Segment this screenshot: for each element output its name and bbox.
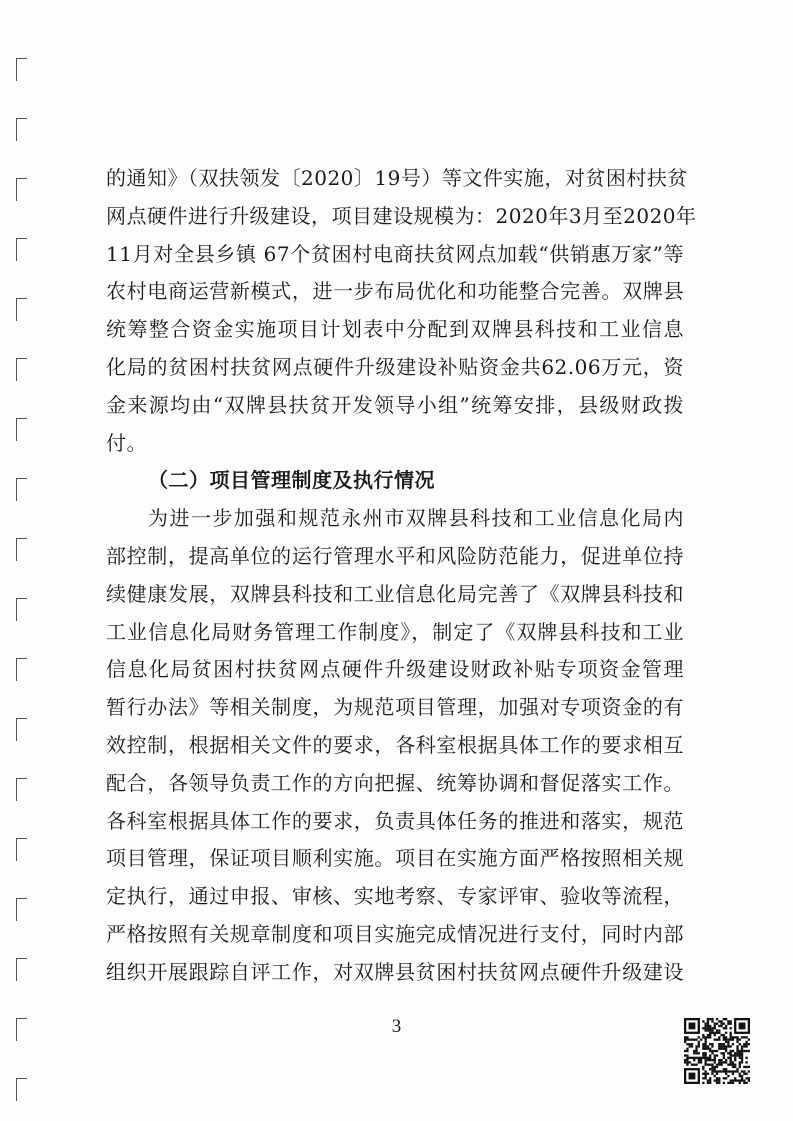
binding-mark — [16, 118, 27, 141]
binding-mark — [16, 778, 27, 801]
binding-mark — [16, 598, 27, 621]
text-line: 付。 — [106, 430, 147, 455]
section-heading: （二）项目管理制度及执行情况 — [148, 468, 435, 493]
text-line: 11月对全县乡镇 67个贫困村电商扶贫网点加载“供销惠万家”等 — [106, 241, 684, 266]
text-line: 信息化局贫困村扶贫网点硬件升级建设财政补贴专项资金管理 — [106, 657, 684, 682]
text-line: 配合，各领导负责工作的方向把握、统筹协调和督促落实工作。 — [106, 770, 684, 795]
binding-mark — [16, 838, 27, 861]
body-text — [106, 160, 697, 992]
binding-mark — [16, 298, 27, 321]
binding-mark — [16, 358, 27, 381]
text-line: 工业信息化局财务管理工作制度》，制定了《双牌县科技和工业 — [106, 619, 684, 644]
page-number: 3 — [391, 1016, 402, 1037]
binding-mark — [16, 1078, 27, 1101]
text-line: 组织开展跟踪自评工作，对双牌县贫困村扶贫网点硬件升级建设 — [106, 959, 684, 984]
binding-mark — [16, 418, 27, 441]
text-line: 严格按照有关规章制度和项目实施完成情况进行支付，同时内部 — [106, 921, 684, 946]
text-line: 各科室根据具体工作的要求，负责具体任务的推进和落实，规范 — [106, 808, 684, 833]
qr-code-icon — [684, 1018, 750, 1084]
binding-mark — [16, 58, 27, 81]
text-line: 暂行办法》等相关制度，为规范项目管理，加强对专项资金的有 — [106, 695, 684, 720]
text-line: 效控制，根据相关文件的要求，各科室根据具体工作的要求相互 — [106, 732, 684, 757]
text-line: 统筹整合资金实施项目计划表中分配到双牌县科技和工业信息 — [106, 317, 684, 342]
text-line: 定执行，通过申报、审核、实地考察、专家评审、验收等流程， — [106, 884, 684, 909]
text-line: 部控制，提高单位的运行管理水平和风险防范能力，促进单位持 — [106, 543, 684, 568]
text-line: 续健康发展，双牌县科技和工业信息化局完善了《双牌县科技和 — [106, 581, 684, 606]
text-line: 项目管理，保证项目顺利实施。项目在实施方面严格按照相关规 — [106, 846, 684, 871]
paragraph-continued — [106, 160, 697, 462]
text-line: 化局的贫困村扶贫网点硬件升级建设补贴资金共62.06万元，资 — [106, 354, 684, 379]
binding-mark — [16, 538, 27, 561]
text-line: 为进一步加强和规范永州市双牌县科技和工业信息化局内 — [148, 506, 684, 531]
text-line: 的通知》（双扶领发〔2020〕19号）等文件实施，对贫困村扶贫 — [106, 166, 688, 190]
binding-mark — [16, 478, 27, 501]
binding-mark — [16, 718, 27, 741]
text-line: 网点硬件进行升级建设，项目建设规模为：2020年3月至2020年 — [106, 203, 697, 228]
binding-mark — [16, 658, 27, 681]
binding-mark — [16, 178, 27, 201]
text-line: 农村电商运营新模式，进一步布局优化和功能整合完善。双牌县 — [106, 279, 684, 304]
binding-mark — [16, 238, 27, 261]
text-line: 金来源均由“双牌县扶贫开发领导小组”统筹安排，县级财政拨 — [106, 392, 684, 417]
paragraph — [106, 500, 684, 991]
binding-mark — [16, 898, 27, 921]
binding-mark — [16, 958, 27, 981]
